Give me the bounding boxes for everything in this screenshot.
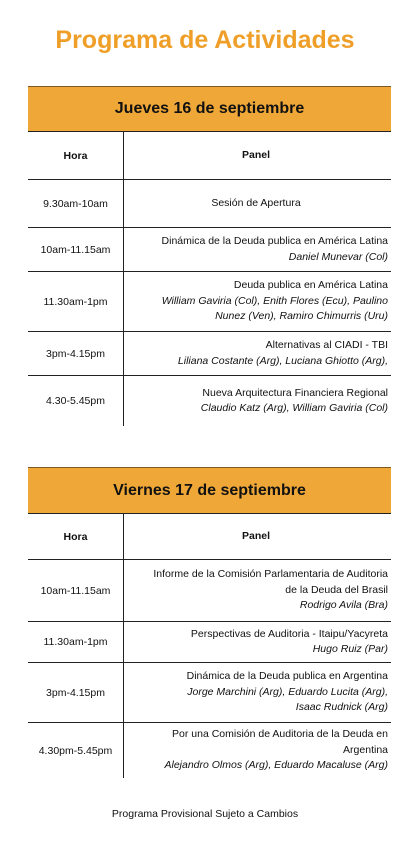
session-speakers-line: Daniel Munevar (Col) (288, 250, 388, 263)
session-time: 4.30-5.45pm (28, 376, 124, 426)
day-label: Viernes 17 de septiembre (113, 481, 306, 499)
session-panel (124, 376, 391, 426)
session-time: 3pm-4.15pm (28, 332, 124, 375)
panel-column-header: Panel (241, 148, 270, 161)
day-label: Jueves 16 de septiembre (114, 100, 305, 117)
session-panel (124, 723, 391, 778)
table-row (28, 332, 391, 376)
hora-column-header: Hora (28, 132, 124, 179)
table-row (28, 723, 391, 778)
session-time: 4.30pm-5.45pm (28, 723, 124, 778)
table-header-row (28, 132, 391, 180)
session-panel (124, 332, 391, 375)
session-list (28, 180, 391, 426)
table-row (28, 272, 391, 332)
session-panel (124, 622, 391, 662)
session-time: 11.30am-1pm (28, 622, 124, 662)
table-row (28, 622, 391, 663)
session-panel (124, 180, 391, 227)
table-row (28, 180, 391, 228)
session-title-line: Deuda publica en América Latina (233, 279, 388, 292)
session-title-line: Argentina (343, 743, 388, 756)
session-time: 3pm-4.15pm (28, 663, 124, 722)
session-panel (124, 272, 391, 331)
table-row (28, 663, 391, 723)
session-panel (124, 560, 391, 621)
session-panel (124, 228, 391, 271)
session-list (28, 560, 391, 778)
session-speakers-line: Isaac Rudnick (Arg) (295, 701, 388, 714)
session-title-line: Dinámica de la Deuda publica en América Latina (161, 235, 388, 247)
session-title-line: Dinámica de la Deuda publica en Argentina (186, 670, 388, 683)
session-speakers-line: Liliana Costante (Arg), Luciana Ghiotto (Arg), (177, 354, 388, 367)
session-speakers-line: Jorge Marchini (Arg), Eduardo Lucita (Arg), (187, 685, 388, 698)
page-title: Programa de Actividades (55, 26, 355, 54)
table-header-row (28, 514, 391, 560)
schedule-day-1 (28, 86, 391, 426)
session-speakers-line: Claudio Katz (Arg), William Gaviria (Col) (200, 402, 388, 414)
session-time: 11.30am-1pm (28, 272, 124, 331)
session-speakers-line: Hugo Ruiz (Par) (312, 643, 388, 655)
hora-column-header: Hora (28, 514, 124, 559)
session-title-line: Perspectivas de Auditoria - Itaipu/Yacyreta (190, 627, 388, 640)
session-speakers-line: Nunez (Ven), Ramiro Chimurris (Uru) (215, 310, 388, 323)
session-title-line: Nueva Arquitectura Financiera Regional (202, 386, 388, 399)
footer-note: Programa Provisional Sujeto a Cambios (111, 808, 299, 820)
session-panel (124, 663, 391, 722)
session-speakers-line: Alejandro Olmos (Arg), Eduardo Macaluse (Arg) (164, 759, 388, 772)
session-title-line: Sesión de Apertura (211, 196, 301, 209)
session-title-line: Alternativas al CIADI - TBI (265, 339, 388, 351)
day-header (28, 86, 391, 132)
table-row (28, 228, 391, 272)
session-time: 9.30am-10am (28, 180, 124, 227)
session-title-line: Informe de la Comisión Parlamentaria de Auditoria (153, 568, 388, 581)
session-speakers-line: William Gaviria (Col), Enith Flores (Ecu), Paulino (161, 294, 388, 307)
session-time: 10am-11.15am (28, 228, 124, 271)
panel-column-header: Panel (241, 529, 270, 542)
session-title-line: de la Deuda del Brasil (285, 583, 388, 596)
day-header (28, 467, 391, 514)
session-speakers-line: Rodrigo Avila (Bra) (299, 599, 388, 612)
schedule-day-2 (28, 467, 391, 778)
table-row (28, 376, 391, 426)
session-time: 10am-11.15am (28, 560, 124, 621)
table-row (28, 560, 391, 622)
session-title-line: Por una Comisión de Auditoria de la Deuda en (172, 728, 388, 741)
